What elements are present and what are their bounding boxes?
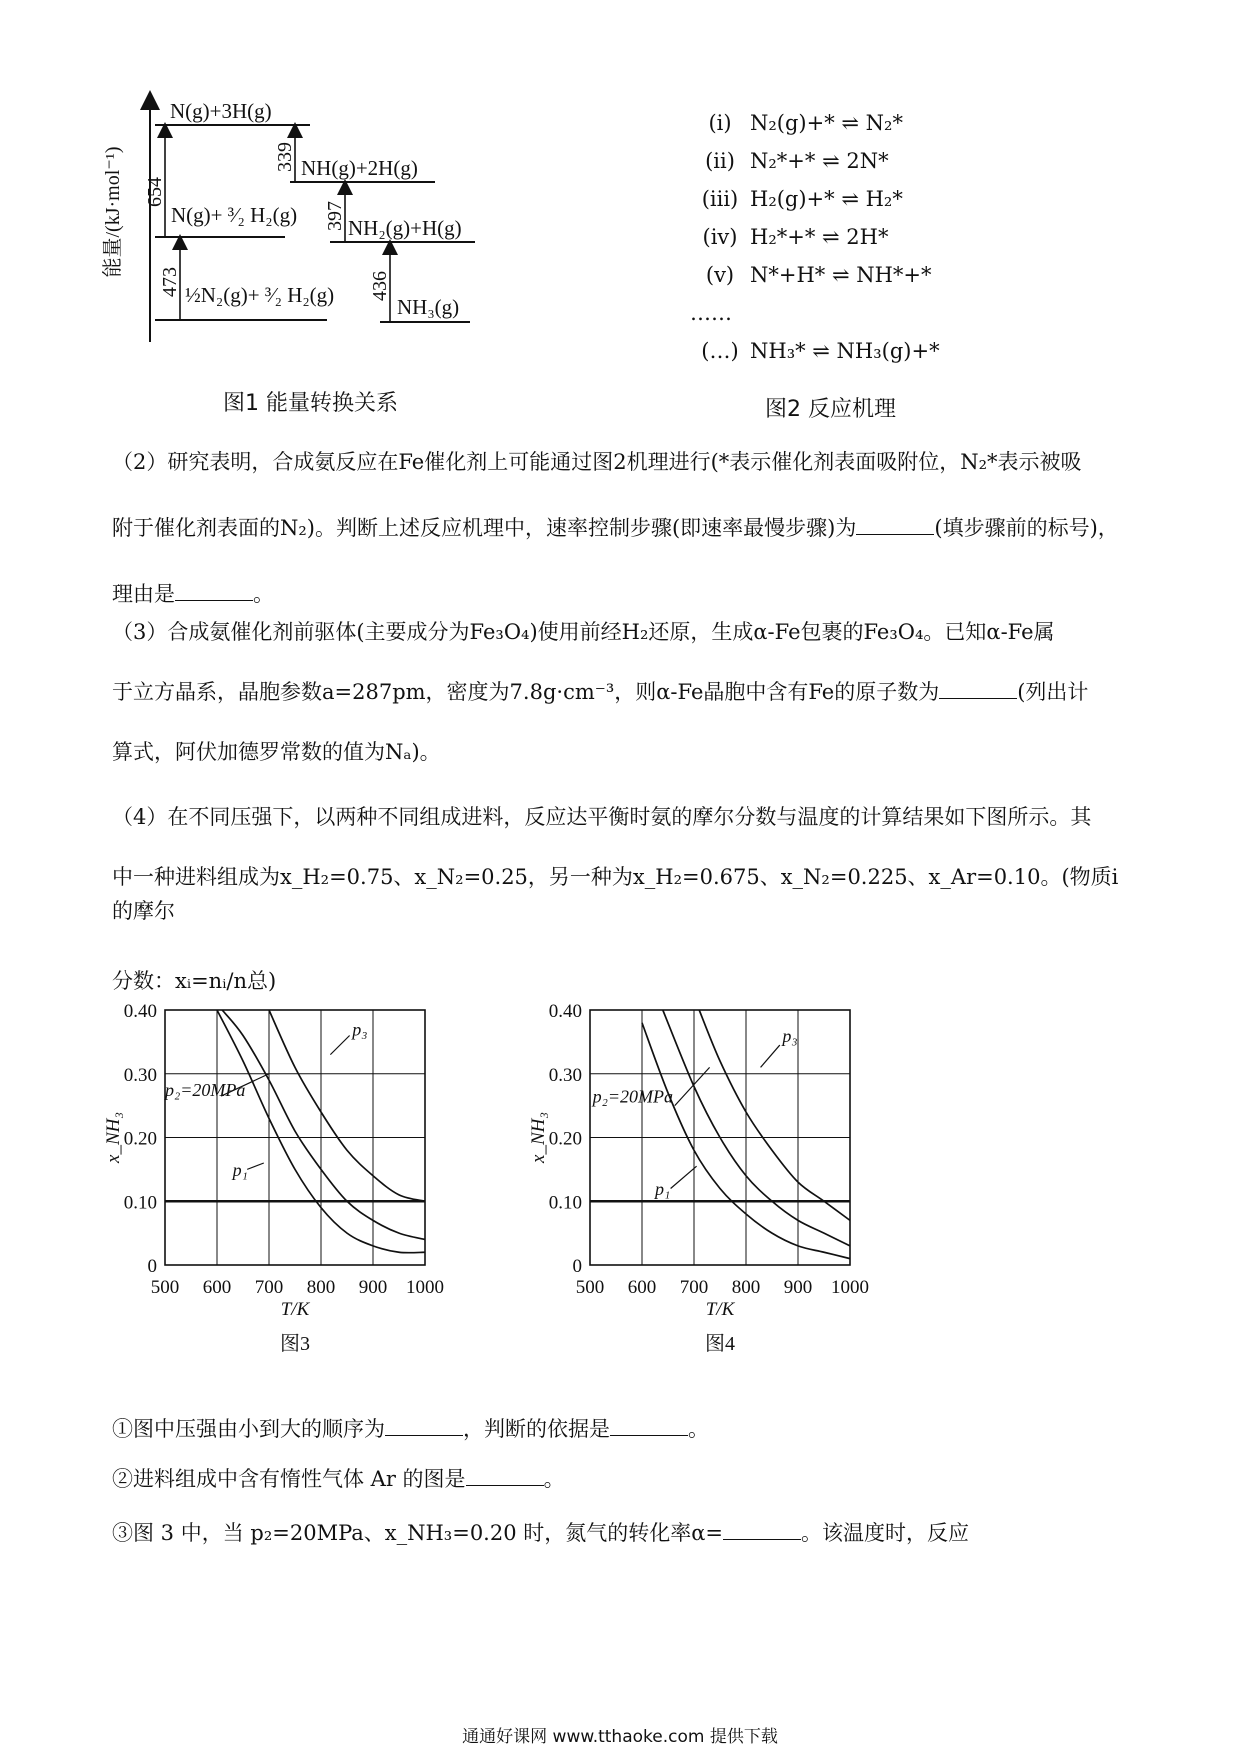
series-leader: [761, 1045, 780, 1067]
x-tick-label: 500: [150, 1277, 180, 1298]
series-label: p₃: [782, 1025, 798, 1046]
series-leader: [671, 1166, 697, 1188]
x-axis-label: T/K: [280, 1299, 310, 1320]
x-tick-label: 600: [202, 1277, 232, 1298]
chart-caption: 图4: [705, 1333, 735, 1355]
y-axis-label: x_NH₃: [528, 1112, 549, 1163]
y-tick-label: 0.30: [123, 1064, 157, 1086]
figure1-caption: 图1 能量转换关系: [223, 391, 398, 416]
series-label: p₂=20MPa: [165, 1080, 246, 1101]
level-reactants: ½N₂(g)+ ³⁄₂ H₂(g): [185, 283, 335, 307]
mechanism-list: [690, 104, 990, 370]
step-last: (…) NH₃* ⇌ NH₃(g)+*: [701, 339, 940, 363]
chart-figure4: [528, 1001, 950, 1395]
y-tick-label: 0: [572, 1256, 582, 1277]
series-label: p₂=20MPa: [592, 1086, 674, 1107]
chart-caption: 图3: [280, 1333, 310, 1355]
series-leader: [675, 1067, 710, 1105]
series-leader: [330, 1036, 349, 1055]
subquestion-1: ①图中压强由小到大的顺序为 ，判断的依据是 。: [112, 1417, 709, 1441]
series-label: p₃: [352, 1019, 368, 1040]
subquestion-2: ②进料组成中含有惰性气体 Ar 的图是 。: [112, 1467, 565, 1491]
step-ii: (ii) N₂*+* ⇌ 2N*: [705, 149, 889, 173]
step-v: (v) N*+H* ⇌ NH*+*: [705, 263, 932, 287]
y-tick-label: 0.10: [548, 1192, 582, 1214]
level-top: N(g)+3H(g): [170, 99, 272, 123]
energy-436: 436: [369, 271, 391, 301]
level-nh-2h: NH(g)+2H(g): [301, 156, 418, 180]
figure2-caption: 图2 反应机理: [765, 397, 896, 422]
answer-blank[interactable]: [723, 1519, 801, 1540]
x-tick-label: 700: [679, 1277, 709, 1298]
question-4: （4）在不同压强下，以两种不同组成进料，反应达平衡时氨的摩尔分数与温度的计算结果如下图所示。其 中一种进料组成为x_H₂=0.75、x_N₂=0.25，另一种为x_H₂=0.675、x_N₂=0.225、x_Ar=0.10。(物质i的摩尔 分数：xᵢ=nᵢ/n总): [112, 805, 1119, 993]
series-line-2: [222, 1010, 425, 1240]
x-tick-label: 600: [627, 1277, 657, 1298]
energy-axis-label: 能量/(kJ·mol⁻¹): [102, 146, 124, 278]
level-n-h2: N(g)+ ³⁄₂ H₂(g): [171, 203, 298, 227]
y-tick-label: 0.30: [548, 1064, 582, 1086]
energy-473: 473: [159, 267, 181, 297]
x-tick-label: 1000: [406, 1277, 444, 1298]
y-tick-label: 0.40: [548, 1001, 582, 1022]
level-nh2-h: NH₂(g)+H(g): [348, 216, 462, 240]
answer-blank[interactable]: [610, 1415, 688, 1436]
answer-blank[interactable]: [175, 580, 253, 601]
x-tick-label: 500: [575, 1277, 605, 1298]
energy-339: 339: [274, 142, 296, 172]
step-iv: (iv) H₂*+* ⇌ 2H*: [702, 225, 889, 249]
step-i: (i) N₂(g)+* ⇌ N₂*: [708, 111, 903, 135]
step-ellipsis: ……: [690, 301, 732, 325]
series-leader: [247, 1163, 264, 1169]
series-label: p₁: [655, 1178, 671, 1199]
energy-397: 397: [324, 201, 346, 231]
series-label: p₁: [232, 1159, 248, 1180]
y-tick-label: 0.40: [123, 1001, 157, 1022]
question-2: （2）研究表明，合成氨反应在Fe催化剂上可能通过图2机理进行(*表示催化剂表面吸附位，N₂*表示被吸 附于催化剂表面的N₂)。判断上述反应机理中，速率控制步骤(即速率最慢步骤)为 (填步骤前的标号)， 理由是 。: [112, 450, 1119, 606]
step-iii: (iii) H₂(g)+* ⇌ H₂*: [701, 187, 903, 211]
y-tick-label: 0.10: [123, 1192, 157, 1214]
x-tick-label: 800: [306, 1277, 336, 1298]
x-axis-label: T/K: [705, 1299, 735, 1320]
x-tick-label: 1000: [831, 1277, 869, 1298]
answer-blank[interactable]: [939, 678, 1017, 699]
page-footer: 通通好课网 www.tthaoke.com 提供下载: [462, 1727, 778, 1747]
y-tick-label: 0.20: [548, 1128, 582, 1150]
x-tick-label: 900: [358, 1277, 388, 1298]
y-axis-label: x_NH₃: [103, 1112, 124, 1163]
series-line-3: [699, 1010, 850, 1220]
question-3: （3）合成氨催化剂前驱体(主要成分为Fe₃O₄)使用前经H₂还原，生成α-Fe包裹的Fe₃O₄。已知α-Fe属 于立方晶系，晶胞参数a=287pm，密度为7.8g·cm⁻³，则α-Fe晶胞中含有Fe的原子数为 (列出计 算式，阿伏加德罗常数的值为Nₐ)。: [112, 620, 1089, 764]
y-tick-label: 0: [147, 1256, 157, 1277]
answer-blank[interactable]: [856, 514, 934, 535]
answer-blank[interactable]: [466, 1465, 544, 1486]
answer-blank[interactable]: [385, 1415, 463, 1436]
x-tick-label: 700: [254, 1277, 284, 1298]
y-tick-label: 0.20: [123, 1128, 157, 1150]
x-tick-label: 800: [731, 1277, 761, 1298]
x-tick-label: 900: [783, 1277, 813, 1298]
subquestion-3: ③图 3 中，当 p₂=20MPa、x_NH₃=0.20 时，氮气的转化率α= 。该温度时，反应: [112, 1521, 970, 1545]
chart-figure3: [103, 1001, 525, 1395]
energy-diagram: [102, 92, 525, 422]
energy-654: 654: [144, 177, 166, 207]
level-nh3: NH₃(g): [397, 295, 460, 319]
